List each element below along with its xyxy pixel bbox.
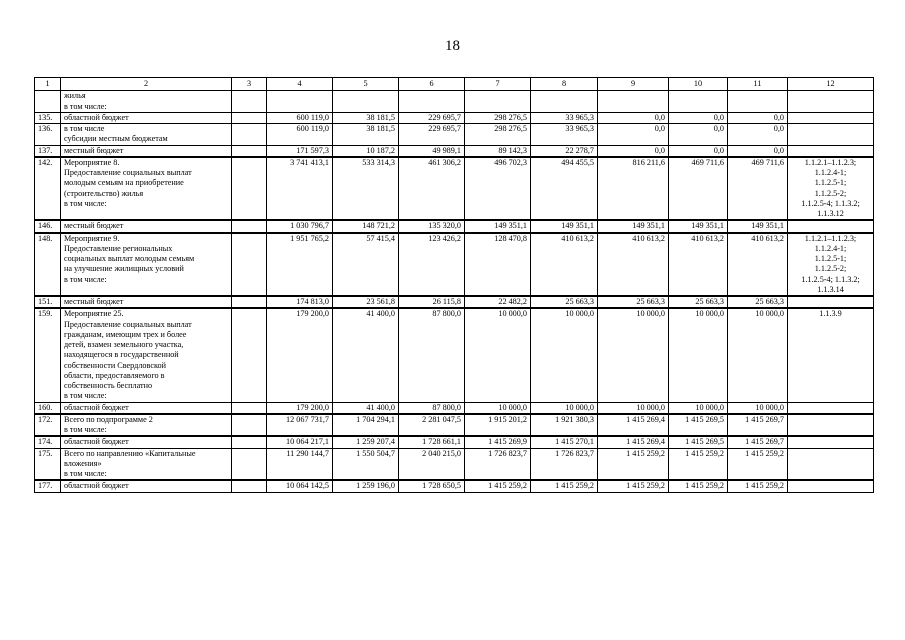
column-6-cell: 87 800,0 [399, 308, 465, 402]
column-3-cell [232, 436, 267, 448]
column-12-cell [788, 112, 874, 123]
column-11-cell: 0,0 [728, 124, 788, 146]
column-8-cell: 1 415 270,1 [531, 436, 598, 448]
column-10-cell: 149 351,1 [669, 220, 728, 232]
column-9-cell: 410 613,2 [598, 233, 669, 297]
column-6-cell: 26 115,8 [399, 296, 465, 308]
table-row [35, 145, 874, 157]
column-7-cell [465, 91, 531, 113]
column-11-cell: 1 415 259,2 [728, 448, 788, 480]
row-number: 160. [35, 402, 61, 414]
column-10-cell: 469 711,6 [669, 157, 728, 221]
column-6-cell: 123 426,2 [399, 233, 465, 297]
row-name: Мероприятие 25. Предоставление социальных выплат гражданам, имеющим трех и более детей, взамен земельного участка, находящегося в государственной собственности Свердловской области, предоставляемого в собственность бесплатно в том числе: [61, 308, 232, 402]
column-6-cell: 229 695,7 [399, 124, 465, 146]
column-7-cell: 89 142,3 [465, 145, 531, 157]
column-12-cell [788, 296, 874, 308]
table-row [35, 233, 874, 297]
row-name: местный бюджет [61, 220, 232, 232]
column-8-cell: 1 415 259,2 [531, 480, 598, 492]
row-number: 136. [35, 124, 61, 146]
column-5-cell: 38 181,5 [333, 112, 399, 123]
column-12-cell [788, 91, 874, 113]
column-7-cell: 298 276,5 [465, 124, 531, 146]
column-11-cell: 0,0 [728, 112, 788, 123]
table-row [35, 112, 874, 123]
table-row [35, 91, 874, 113]
table-row [35, 436, 874, 448]
column-12-cell [788, 145, 874, 157]
column-6-cell [399, 91, 465, 113]
column-4-cell: 1 030 796,7 [267, 220, 333, 232]
column-4-cell: 600 119,0 [267, 112, 333, 123]
row-number: 174. [35, 436, 61, 448]
column-header: 2 [61, 78, 232, 91]
column-4-cell: 174 813,0 [267, 296, 333, 308]
column-12-cell [788, 124, 874, 146]
column-7-cell: 1 415 269,9 [465, 436, 531, 448]
column-10-cell: 410 613,2 [669, 233, 728, 297]
column-5-cell: 10 187,2 [333, 145, 399, 157]
row-number: 151. [35, 296, 61, 308]
column-4-cell: 10 064 142,5 [267, 480, 333, 492]
column-4-cell: 179 200,0 [267, 308, 333, 402]
column-4-cell: 171 597,3 [267, 145, 333, 157]
column-5-cell: 1 259 196,0 [333, 480, 399, 492]
row-name: Мероприятие 9. Предоставление региональных социальных выплат молодым семьям на улучшение жилищных условий в том числе: [61, 233, 232, 297]
column-header: 1 [35, 78, 61, 91]
column-8-cell: 25 663,3 [531, 296, 598, 308]
row-name: в том числе субсидии местным бюджетам [61, 124, 232, 146]
column-4-cell: 11 290 144,7 [267, 448, 333, 480]
column-9-cell: 10 000,0 [598, 308, 669, 402]
column-8-cell: 10 000,0 [531, 402, 598, 414]
column-3-cell [232, 448, 267, 480]
column-11-cell [728, 91, 788, 113]
column-4-cell [267, 91, 333, 113]
column-6-cell: 229 695,7 [399, 112, 465, 123]
column-5-cell: 23 561,8 [333, 296, 399, 308]
column-3-cell [232, 480, 267, 492]
column-5-cell: 41 400,0 [333, 308, 399, 402]
row-number: 148. [35, 233, 61, 297]
column-4-cell: 179 200,0 [267, 402, 333, 414]
column-7-cell: 10 000,0 [465, 308, 531, 402]
row-name: Всего по подпрограмме 2 в том числе: [61, 414, 232, 437]
column-3-cell [232, 233, 267, 297]
column-9-cell [598, 91, 669, 113]
column-8-cell: 10 000,0 [531, 308, 598, 402]
row-name: областной бюджет [61, 480, 232, 492]
column-7-cell: 128 470,8 [465, 233, 531, 297]
column-5-cell: 148 721,2 [333, 220, 399, 232]
column-12-cell [788, 402, 874, 414]
column-8-cell: 33 965,3 [531, 124, 598, 146]
column-header: 12 [788, 78, 874, 91]
row-name: областной бюджет [61, 402, 232, 414]
row-number: 142. [35, 157, 61, 221]
table-row [35, 157, 874, 221]
column-5-cell: 57 415,4 [333, 233, 399, 297]
table-row [35, 414, 874, 437]
row-name: областной бюджет [61, 112, 232, 123]
row-name: областной бюджет [61, 436, 232, 448]
column-9-cell: 0,0 [598, 124, 669, 146]
column-6-cell: 1 728 650,5 [399, 480, 465, 492]
table-row [35, 308, 874, 402]
table-header-row [35, 78, 874, 91]
column-12-cell [788, 480, 874, 492]
column-10-cell: 1 415 259,2 [669, 480, 728, 492]
row-number: 135. [35, 112, 61, 123]
column-10-cell: 1 415 269,5 [669, 436, 728, 448]
column-7-cell: 10 000,0 [465, 402, 531, 414]
column-6-cell: 2 040 215,0 [399, 448, 465, 480]
row-name: местный бюджет [61, 296, 232, 308]
column-11-cell: 149 351,1 [728, 220, 788, 232]
column-6-cell: 1 728 661,1 [399, 436, 465, 448]
column-10-cell: 25 663,3 [669, 296, 728, 308]
budget-table [34, 77, 874, 493]
column-8-cell: 1 921 380,3 [531, 414, 598, 437]
column-9-cell: 1 415 269,4 [598, 414, 669, 437]
column-9-cell: 0,0 [598, 112, 669, 123]
column-10-cell [669, 91, 728, 113]
row-number: 177. [35, 480, 61, 492]
column-12-cell [788, 220, 874, 232]
row-number [35, 91, 61, 113]
column-7-cell: 298 276,5 [465, 112, 531, 123]
page-number: 18 [445, 38, 460, 54]
column-9-cell: 1 415 259,2 [598, 480, 669, 492]
column-9-cell: 1 415 269,4 [598, 436, 669, 448]
column-4-cell: 1 951 765,2 [267, 233, 333, 297]
column-6-cell: 2 281 047,5 [399, 414, 465, 437]
column-10-cell: 0,0 [669, 145, 728, 157]
column-7-cell: 1 726 823,7 [465, 448, 531, 480]
column-header: 7 [465, 78, 531, 91]
column-4-cell: 12 067 731,7 [267, 414, 333, 437]
column-8-cell [531, 91, 598, 113]
column-9-cell: 0,0 [598, 145, 669, 157]
column-3-cell [232, 112, 267, 123]
column-8-cell: 494 455,5 [531, 157, 598, 221]
row-name: жилья в том числе: [61, 91, 232, 113]
column-3-cell [232, 124, 267, 146]
column-3-cell [232, 145, 267, 157]
column-7-cell: 22 482,2 [465, 296, 531, 308]
column-3-cell [232, 414, 267, 437]
row-number: 172. [35, 414, 61, 437]
column-header: 3 [232, 78, 267, 91]
column-11-cell: 1 415 259,2 [728, 480, 788, 492]
column-header: 6 [399, 78, 465, 91]
column-4-cell: 600 119,0 [267, 124, 333, 146]
column-5-cell: 41 400,0 [333, 402, 399, 414]
column-6-cell: 135 320,0 [399, 220, 465, 232]
column-5-cell: 533 314,3 [333, 157, 399, 221]
column-header: 11 [728, 78, 788, 91]
row-number: 159. [35, 308, 61, 402]
column-10-cell: 1 415 259,2 [669, 448, 728, 480]
column-6-cell: 87 800,0 [399, 402, 465, 414]
column-8-cell: 22 278,7 [531, 145, 598, 157]
column-9-cell: 149 351,1 [598, 220, 669, 232]
row-number: 146. [35, 220, 61, 232]
column-5-cell: 1 704 294,1 [333, 414, 399, 437]
column-10-cell: 1 415 269,5 [669, 414, 728, 437]
column-11-cell: 10 000,0 [728, 402, 788, 414]
column-7-cell: 496 702,3 [465, 157, 531, 221]
column-8-cell: 410 613,2 [531, 233, 598, 297]
column-10-cell: 0,0 [669, 112, 728, 123]
column-10-cell: 10 000,0 [669, 308, 728, 402]
column-header: 4 [267, 78, 333, 91]
column-11-cell: 0,0 [728, 145, 788, 157]
column-header: 5 [333, 78, 399, 91]
table-row [35, 220, 874, 232]
column-4-cell: 3 741 413,1 [267, 157, 333, 221]
column-9-cell: 1 415 259,2 [598, 448, 669, 480]
column-9-cell: 10 000,0 [598, 402, 669, 414]
column-8-cell: 149 351,1 [531, 220, 598, 232]
row-name: Всего по направлению «Капитальные вложения» в том числе: [61, 448, 232, 480]
row-name: Мероприятие 8. Предоставление социальных выплат молодым семьям на приобретение (строительство) жилья в том числе: [61, 157, 232, 221]
column-3-cell [232, 91, 267, 113]
column-12-cell: 1.1.2.1–1.1.2.3; 1.1.2.4-1; 1.1.2.5-1; 1.1.2.5-2; 1.1.2.5-4; 1.1.3.2; 1.1.3.12 [788, 157, 874, 221]
column-3-cell [232, 308, 267, 402]
column-5-cell [333, 91, 399, 113]
row-name: местный бюджет [61, 145, 232, 157]
column-header: 9 [598, 78, 669, 91]
table-row [35, 296, 874, 308]
column-12-cell: 1.1.3.9 [788, 308, 874, 402]
column-10-cell: 10 000,0 [669, 402, 728, 414]
column-6-cell: 49 989,1 [399, 145, 465, 157]
column-6-cell: 461 306,2 [399, 157, 465, 221]
row-number: 175. [35, 448, 61, 480]
column-3-cell [232, 220, 267, 232]
column-7-cell: 1 915 201,2 [465, 414, 531, 437]
column-11-cell: 1 415 269,7 [728, 414, 788, 437]
column-11-cell: 469 711,6 [728, 157, 788, 221]
column-5-cell: 38 181,5 [333, 124, 399, 146]
column-11-cell: 10 000,0 [728, 308, 788, 402]
column-7-cell: 1 415 259,2 [465, 480, 531, 492]
column-11-cell: 25 663,3 [728, 296, 788, 308]
column-header: 10 [669, 78, 728, 91]
table-row [35, 448, 874, 480]
column-9-cell: 816 211,6 [598, 157, 669, 221]
column-12-cell [788, 414, 874, 437]
table-row [35, 480, 874, 492]
column-5-cell: 1 550 504,7 [333, 448, 399, 480]
column-12-cell [788, 448, 874, 480]
column-11-cell: 1 415 269,7 [728, 436, 788, 448]
column-5-cell: 1 259 207,4 [333, 436, 399, 448]
column-header: 8 [531, 78, 598, 91]
column-12-cell [788, 436, 874, 448]
column-8-cell: 1 726 823,7 [531, 448, 598, 480]
table-row [35, 124, 874, 146]
column-9-cell: 25 663,3 [598, 296, 669, 308]
column-11-cell: 410 613,2 [728, 233, 788, 297]
table-row [35, 402, 874, 414]
column-3-cell [232, 402, 267, 414]
column-3-cell [232, 296, 267, 308]
column-10-cell: 0,0 [669, 124, 728, 146]
row-number: 137. [35, 145, 61, 157]
column-12-cell: 1.1.2.1–1.1.2.3; 1.1.2.4-1; 1.1.2.5-1; 1.1.2.5-2; 1.1.2.5-4; 1.1.3.2; 1.1.3.14 [788, 233, 874, 297]
column-4-cell: 10 064 217,1 [267, 436, 333, 448]
column-7-cell: 149 351,1 [465, 220, 531, 232]
column-8-cell: 33 965,3 [531, 112, 598, 123]
column-3-cell [232, 157, 267, 221]
